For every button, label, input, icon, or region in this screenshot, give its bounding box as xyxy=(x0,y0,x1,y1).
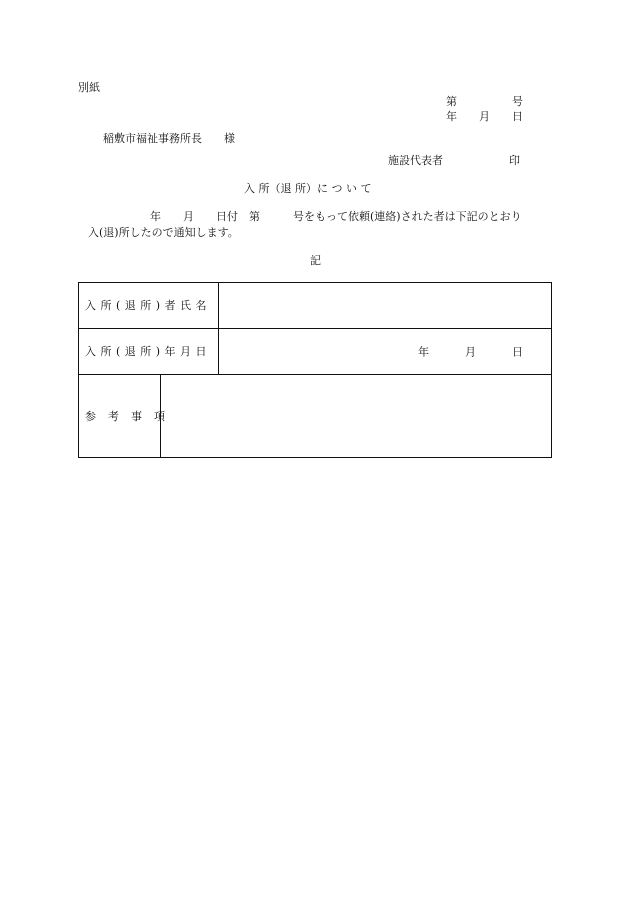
date-day-label: 日 xyxy=(512,345,523,358)
notification-form-table xyxy=(78,282,552,458)
date-field[interactable] xyxy=(219,329,552,375)
remarks-field[interactable] xyxy=(161,375,552,458)
name-label: 入 所 ( 退 所 ) 者 氏 名 xyxy=(79,283,219,329)
ki-marker: 記 xyxy=(310,254,321,267)
page-title: 入 所（退 所）に つ い て xyxy=(244,182,372,195)
sender-signature: 施設代表者 印 xyxy=(388,154,520,167)
table-row xyxy=(79,329,552,375)
date-year-label: 年 xyxy=(418,345,429,358)
table-row xyxy=(79,283,552,329)
date-label: 入 所 ( 退 所 ) 年 月 日 xyxy=(79,329,219,375)
document-number: 第 号 xyxy=(446,95,523,108)
document-date: 年 月 日 xyxy=(446,110,523,123)
attachment-label: 別紙 xyxy=(78,81,100,94)
name-field[interactable] xyxy=(219,283,552,329)
body-line-1: 年 月 日付 第 号をもって依頼(連絡)された者は下記のとおり xyxy=(150,210,522,223)
remarks-label: 参 考 事 項 xyxy=(79,375,161,458)
body-line-2: 入(退)所したので通知します。 xyxy=(88,226,239,239)
table-row xyxy=(79,375,552,458)
date-month-label: 月 xyxy=(465,345,476,358)
recipient: 稲敷市福祉事務所長 様 xyxy=(103,132,235,145)
